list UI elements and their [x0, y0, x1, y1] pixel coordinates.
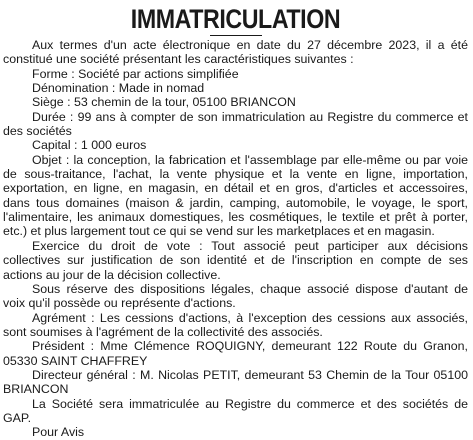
votes-paragraph: Sous réserve des dispositions légales, chaque associé dispose d'autant de voix qu'il possède ou représente d'actions. [3, 281, 468, 311]
president-paragraph: Président : Mme Clémence ROQUIGNY, demeurant 122 Route du Granon, 05330 SAINT CHAFFREY [3, 339, 468, 368]
pour-avis-line: Pour Avis [32, 425, 85, 440]
duration-paragraph: Durée : 99 ans à compter de son immatriculation au Registre du commerce et des sociétés [3, 109, 468, 139]
legal-notice [3, 4, 468, 440]
voting-rights-paragraph: Exercice du droit de vote : Tout associé peut participer aux décisions collectives sur justification de son identité et de l'inscription en compte de ses actions au jour de la décision collective. [3, 238, 468, 282]
object-paragraph: Objet : la conception, la fabrication et l'assemblage par elle-même ou par voie de sous-traitance, l'achat, la vente physique et la vente en ligne, importation, exportation, en ligne, en magasin, en détail et en gros, d'articles et accessoires, dans tous domaines (maison & jardin, camping, automobile, le voyage, le sport, l'alimentaire, les animaux domestiques, les cosmétiques, le textile et prêt à porter, etc.) et plus largement tout ce qui se vend sur les marketplaces et en magasin. [3, 152, 468, 239]
registration-line: La Société sera immatriculée au Registre du commerce et des sociétés de GAP. [3, 396, 468, 425]
intro-paragraph: Aux termes d'un acte électronique en date du 27 décembre 2023, il a été constitué une société présentant les caractéristiques suivantes : [3, 38, 468, 67]
notice-title: IMMATRICULATION [130, 4, 341, 34]
siege-line: Siège : 53 chemin de la tour, 05100 BRIANCON [32, 95, 296, 110]
capital-line: Capital : 1 000 euros [32, 138, 147, 153]
form-line: Forme : Société par actions simplifiée [32, 66, 239, 81]
director-paragraph: Directeur général : M. Nicolas PETIT, demeurant 53 Chemin de la Tour 05100 BRIANCON [3, 367, 468, 397]
approval-paragraph: Agrément : Les cessions d'actions, à l'exception des cessions aux associés, sont soumises à l'agrément de la collectivité des associés. [3, 310, 468, 339]
notice-body [3, 38, 468, 440]
title-underline [210, 35, 262, 36]
denomination-line: Dénomination : Made in nomad [32, 81, 205, 96]
